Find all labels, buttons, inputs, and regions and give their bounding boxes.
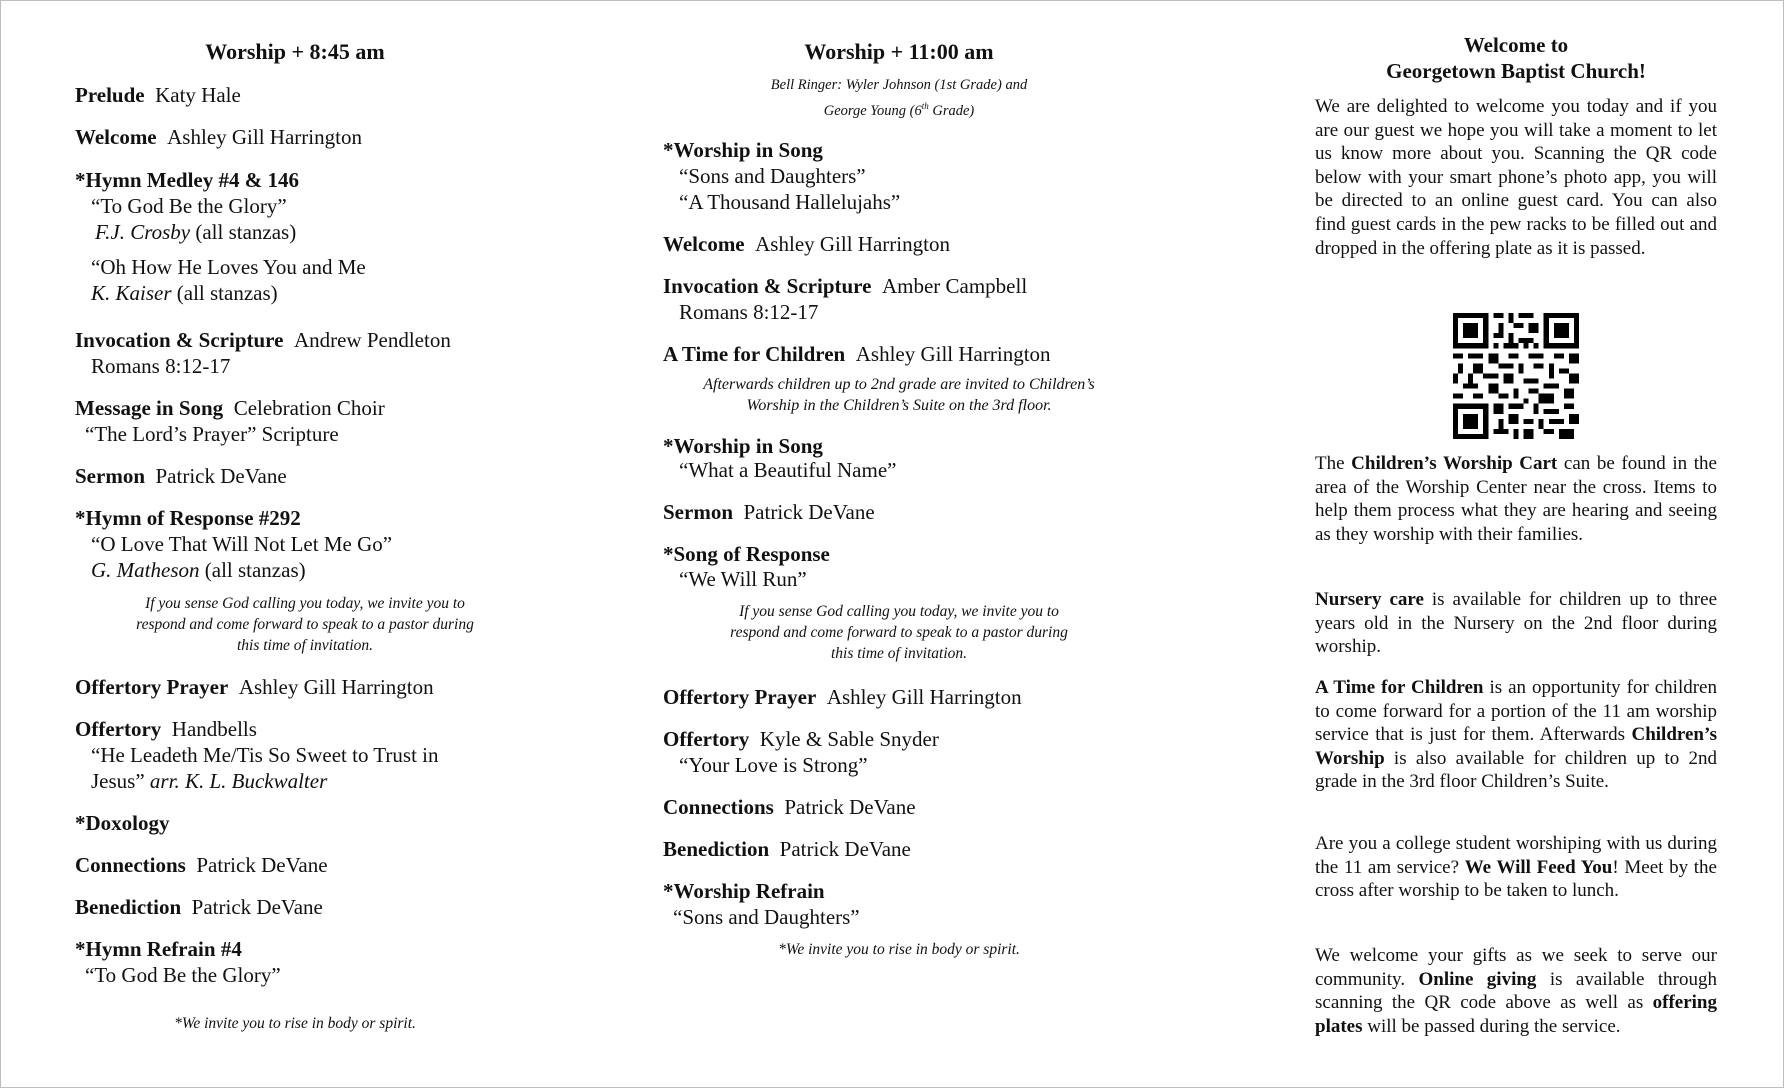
service-845-heading: Worship + 8:45 am — [205, 39, 385, 64]
response-title: “O Love That Will Not Let Me Go” — [91, 532, 393, 556]
nursery-paragraph: Nursery care is available for children up to three years old in the Nursery on the 2nd floor during worship. — [1315, 589, 1718, 658]
sermon-line: Sermon Patrick DeVane — [663, 500, 875, 524]
offertory-line: Offertory Kyle & Sable Snyder — [663, 727, 939, 751]
time-for-children-line: A Time for Children Ashley Gill Harrington — [663, 342, 1051, 366]
welcome-line: Welcome Ashley Gill Harrington — [663, 232, 950, 256]
offertory-title-line1: “He Leadeth Me/Tis So Sweet to Trust in — [91, 743, 439, 767]
hymn-of-response-label: *Hymn of Response #292 — [75, 506, 301, 530]
response-author-line: G. Matheson (all stanzas) — [91, 558, 306, 582]
benediction-line: Benediction Patrick DeVane — [663, 837, 911, 861]
children-note: Afterwards children up to 2nd grade are invited to Children’s Worship in the Children’s Suite on the 3rd floor. — [703, 376, 1095, 414]
worship-in-song-label-2: *Worship in Song — [663, 434, 823, 458]
hymn-refrain-label: *Hymn Refrain #4 — [75, 937, 242, 961]
song2-title: “What a Beautiful Name” — [679, 458, 897, 482]
hymn2-title: “Oh How He Loves You and Me — [91, 255, 366, 279]
message-in-song-line: Message in Song Celebration Choir — [75, 396, 385, 420]
invocation-line: Invocation & Scripture Andrew Pendleton — [75, 328, 451, 352]
hymn2-author-line: K. Kaiser (all stanzas) — [91, 281, 278, 305]
rise-note: *We invite you to rise in body or spirit. — [174, 1015, 416, 1032]
rise-note: *We invite you to rise in body or spirit. — [778, 941, 1020, 958]
response-title: “We Will Run” — [679, 567, 807, 591]
invocation-line: Invocation & Scripture Amber Campbell — [663, 274, 1028, 298]
song1-title2: “A Thousand Hallelujahs” — [679, 190, 901, 214]
offertory-prayer-line: Offertory Prayer Ashley Gill Harrington — [75, 675, 434, 699]
worship-in-song-label: *Worship in Song — [663, 138, 823, 162]
welcome-intro-paragraph: We are delighted to welcome you today and if you are our guest we hope you will take a moment to let us know more about you. Scanning the QR code below with your smart phone’s photo app, you will be directed to an online guest card. You can also find guest cards in the pew racks to be filled out and dropped in the offering plate as it is passed. — [1315, 96, 1717, 259]
service-1100-heading: Worship + 11:00 am — [804, 39, 994, 64]
hymn-medley-label: *Hymn Medley #4 & 146 — [75, 168, 299, 192]
doxology-label: *Doxology — [75, 811, 170, 835]
refrain-title: “Sons and Daughters” — [673, 905, 860, 929]
song-of-response-label: *Song of Response — [663, 542, 830, 566]
childrens-cart-paragraph: The Children’s Worship Cart can be found in the area of the Worship Center near the cross. Items to help them process what they are hearing and seeing as they worship with their families. — [1315, 453, 1717, 545]
offertory-line: Offertory Handbells — [75, 717, 257, 741]
message-title: “The Lord’s Prayer” Scripture — [85, 422, 339, 446]
offertory-prayer-line: Offertory Prayer Ashley Gill Harrington — [663, 685, 1022, 709]
refrain-title: “To God Be the Glory” — [85, 963, 281, 987]
invitation-note: If you sense God calling you today, we invite you to respond and come forward to speak to a pastor during this time of invitation. — [136, 595, 474, 654]
qr-finder-top-right — [1544, 313, 1579, 348]
college-student-paragraph: Are you a college student worshiping with us during the 11 am service? We Will Feed You! Meet by the cross after worship to be taken to lunch. — [1315, 833, 1717, 902]
sermon-line: Sermon Patrick DeVane — [75, 464, 287, 488]
invocation-reference: Romans 8:12-17 — [91, 354, 231, 378]
qr-code[interactable] — [1453, 313, 1579, 439]
hymn1-author-line: F.J. Crosby (all stanzas) — [95, 220, 297, 244]
invitation-note: If you sense God calling you today, we invite you to respond and come forward to speak to a pastor during this time of invitation. — [730, 603, 1068, 662]
offertory-title-line2: Jesus” arr. K. L. Buckwalter — [91, 769, 328, 793]
bell-ringer-note: Bell Ringer: Wyler Johnson (1st Grade) and George Young (6th Grade) — [770, 77, 1028, 119]
qr-finder-bottom-left — [1453, 404, 1488, 439]
hymn1-title: “To God Be the Glory” — [91, 194, 287, 218]
gifts-paragraph: We welcome your gifts as we seek to serve our community. Online giving is available through scanning the QR code above as well as offering plates will be passed during the service. — [1315, 945, 1717, 1037]
time-for-children-paragraph: A Time for Children is an opportunity for children to come forward for a portion of the 11 am worship service that is just for them. Afterwards Children’s Worship is also available for children up to 2nd grade in the 3rd floor Children’s Suite. — [1315, 677, 1717, 793]
qr-finder-top-left — [1453, 313, 1488, 348]
prelude-line: Prelude Katy Hale — [75, 83, 241, 107]
benediction-line: Benediction Patrick DeVane — [75, 895, 323, 919]
song1-title1: “Sons and Daughters” — [679, 164, 866, 188]
welcome-heading: Welcome to Georgetown Baptist Church! — [1386, 33, 1646, 83]
welcome-line: Welcome Ashley Gill Harrington — [75, 125, 362, 149]
connections-line: Connections Patrick DeVane — [75, 853, 328, 877]
worship-refrain-label: *Worship Refrain — [663, 879, 825, 903]
connections-line: Connections Patrick DeVane — [663, 795, 916, 819]
offertory-title: “Your Love is Strong” — [679, 753, 868, 777]
invocation-reference: Romans 8:12-17 — [679, 300, 819, 324]
